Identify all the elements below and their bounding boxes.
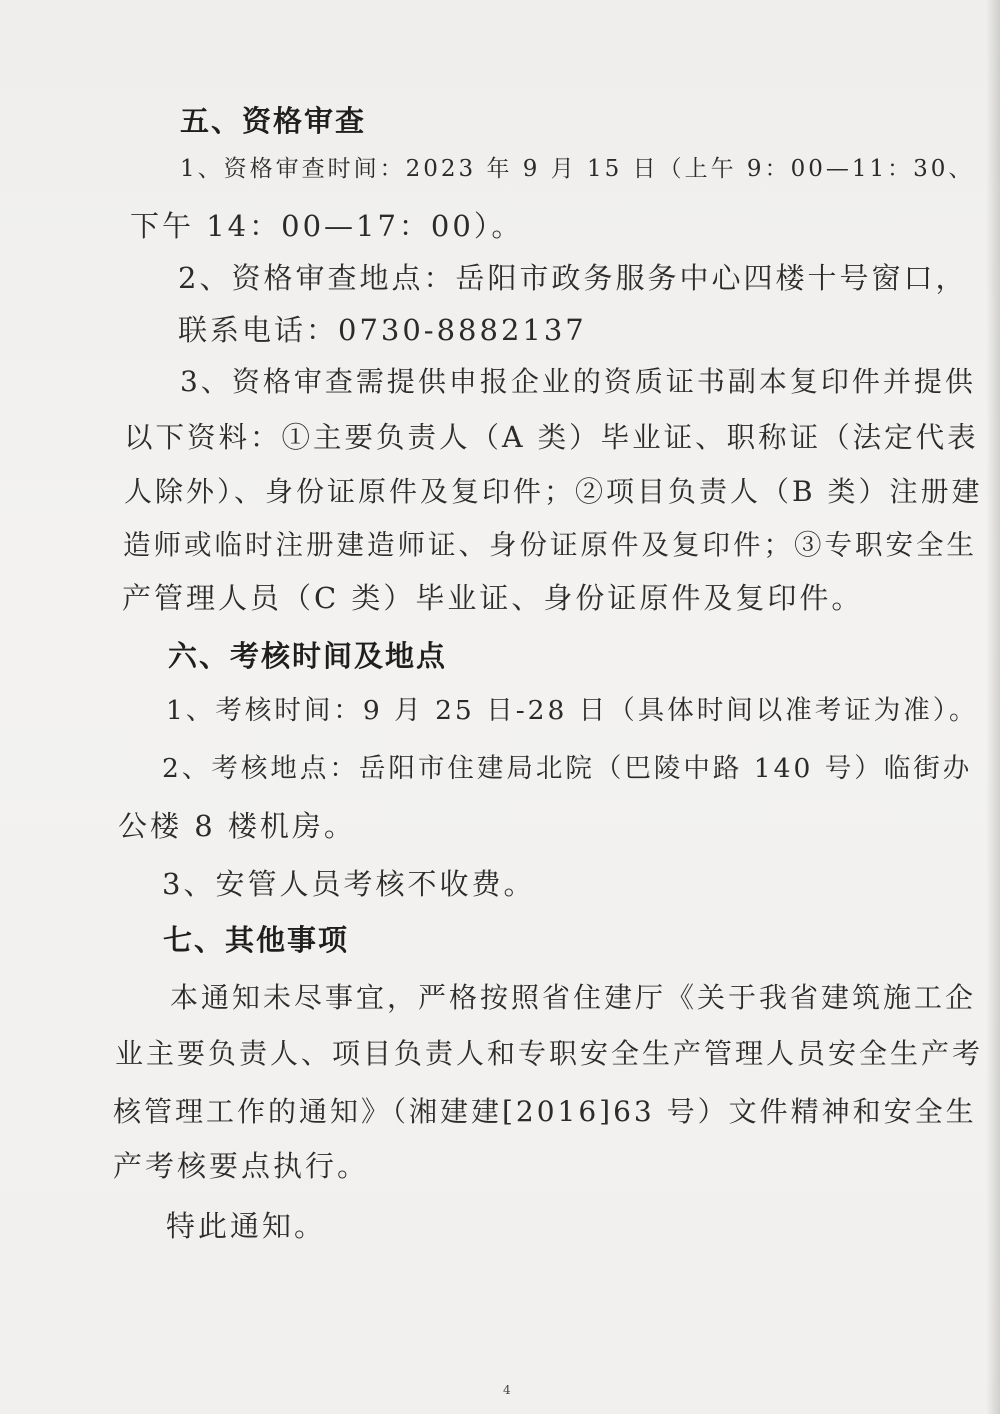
text-line: 核管理工作的通知》（湘建建[2016]63 号）文件精神和安全生: [113, 1095, 977, 1128]
text-line: 造师或临时注册建造师证、身份证原件及复印件；③专职安全生: [123, 529, 977, 561]
text-line: 3、资格审查需提供申报企业的资质证书副本复印件并提供: [180, 365, 976, 398]
section-heading: 七、其他事项: [163, 923, 350, 957]
text-line: 下午 14：00—17：00）。: [130, 209, 524, 243]
section-heading: 五、资格审查: [180, 104, 367, 138]
text-line: 1、考核时间：9 月 25 日-28 日（具体时间以准考证为准）。: [166, 695, 979, 726]
text-line: 产管理人员（C 类）毕业证、身份证原件及复印件。: [122, 581, 864, 615]
text-line: 1、资格审查时间：2023 年 9 月 15 日（上午 9：00—11：30、: [180, 156, 975, 182]
text-line: 业主要负责人、项目负责人和专职安全生产管理人员安全生产考: [115, 1037, 984, 1070]
closing-text: 特此通知。: [166, 1209, 327, 1243]
page-number: 4: [503, 1383, 511, 1397]
text-line: 联系电话：0730-8882137: [178, 313, 587, 347]
text-line: 产考核要点执行。: [113, 1149, 370, 1183]
page-edge-shadow: [986, 0, 1000, 1414]
text-line: 以下资料：①主要负责人（A 类）毕业证、职称证（法定代表: [124, 421, 979, 454]
text-line: 3、安管人员考核不收费。: [162, 867, 536, 901]
section-heading: 六、考核时间及地点: [168, 639, 448, 673]
text-line: 2、考核地点：岳阳市住建局北院（巴陵中路 140 号）临街办: [162, 753, 973, 784]
text-line: 本通知未尽事宜，严格按照省住建厅《关于我省建筑施工企: [170, 981, 977, 1014]
text-line: 公楼 8 楼机房。: [118, 809, 356, 843]
text-line: 2、资格审查地点：岳阳市政务服务中心四楼十号窗口，: [178, 261, 968, 295]
text-line: 人除外）、身份证原件及复印件；②项目负责人（B 类）注册建: [124, 475, 983, 508]
